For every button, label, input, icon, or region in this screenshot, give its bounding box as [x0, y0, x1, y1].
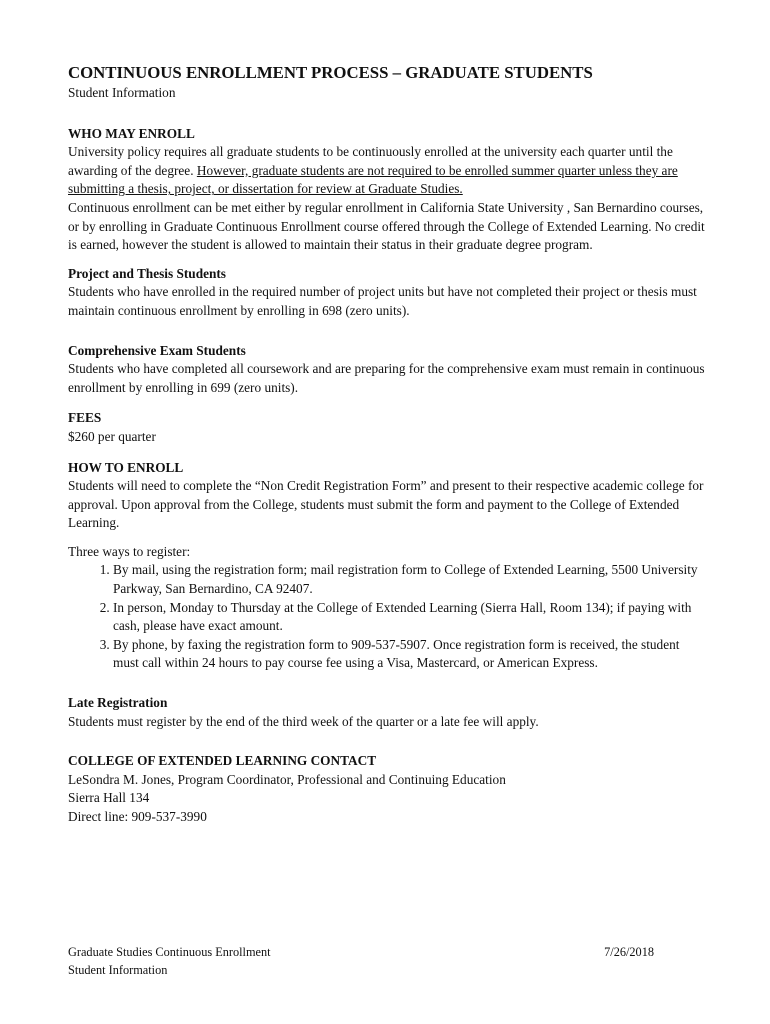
section-text: Students will need to complete the “Non Credit Registration Form” and present to their respective academic college for approval. Upon approval from the College, students must submit the form and payment to the College of Extended Learning.	[68, 478, 704, 531]
ways-intro: Three ways to register:	[68, 543, 191, 559]
how-to-enroll-section	[68, 459, 708, 674]
page-footer	[68, 943, 654, 979]
document-body	[68, 62, 708, 827]
footer-date: 7/26/2018	[604, 945, 654, 959]
section-heading: FEES	[68, 410, 102, 426]
fee-amount: $260 per quarter	[68, 428, 156, 444]
late-registration-section	[68, 694, 708, 731]
page-title: CONTINUOUS ENROLLMENT PROCESS – GRADUATE STUDENTS	[68, 63, 593, 82]
summer-exception-text: However, graduate students are not required to be enrolled summer quarter unless they are submitting a thesis, project, or dissertation for review at Graduate Studies.	[68, 162, 678, 197]
section-heading: Late Registration	[68, 695, 168, 711]
contact-name: LeSondra M. Jones, Program Coordinator, Professional and Continuing Education	[68, 771, 506, 787]
contact-office: Sierra Hall 134	[68, 790, 150, 806]
footer-title: Graduate Studies Continuous Enrollment	[68, 945, 271, 959]
list-item: 2. In person, Monday to Thursday at the College of Extended Learning (Sierra Hall, Room 134); if paying with cash, please have exact amount.	[113, 599, 708, 636]
registration-methods-list	[68, 561, 708, 673]
continuous-enrollment-text: Continuous enrollment can be met either by regular enrollment in California State University , San Bernardino courses, or by enrolling in Graduate Continuous Enrollment course offered through the College of Extended Learning. No credit is earned, however the student is allowed to maintain their status in their graduate degree program.	[68, 199, 705, 253]
section-heading: HOW TO ENROLL	[68, 459, 184, 475]
list-item: 1. By mail, using the registration form; mail registration form to College of Extended Learning, 5500 University Parkway, San Bernardino, CA 92407.	[113, 561, 708, 598]
project-thesis-section	[68, 265, 708, 321]
section-heading: WHO MAY ENROLL	[68, 125, 195, 141]
page-subtitle: Student Information	[68, 85, 176, 100]
section-text: Students who have enrolled in the required number of project units but have not completed their project or thesis must maintain continuous enrollment by enrolling in 698 (zero units).	[68, 284, 697, 318]
comprehensive-exam-section	[68, 342, 708, 398]
contact-section	[68, 752, 708, 826]
footer-subtitle: Student Information	[68, 963, 168, 977]
who-may-enroll-section	[68, 125, 708, 255]
section-heading: COLLEGE OF EXTENDED LEARNING CONTACT	[68, 753, 377, 769]
section-text: Students must register by the end of the third week of the quarter or a late fee will apply.	[68, 713, 539, 729]
policy-text: University policy requires all graduate students to be continuously enrolled at the university each quarter until the awarding of the degree.	[68, 144, 673, 178]
section-heading: Project and Thesis Students	[68, 265, 226, 281]
contact-phone: Direct line: 909-537-3990	[68, 809, 207, 824]
fees-section	[68, 409, 708, 446]
section-text	[68, 143, 708, 255]
list-item: 3. By phone, by faxing the registration form to 909-537-5907. Once registration form is received, the student must call within 24 hours to pay course fee using a Visa, Mastercard, or American Express.	[113, 636, 708, 673]
section-heading: Comprehensive Exam Students	[68, 342, 246, 358]
section-text: Students who have completed all coursework and are preparing for the comprehensive exam must remain in continuous enrollment by enrolling in 699 (zero units).	[68, 361, 705, 395]
